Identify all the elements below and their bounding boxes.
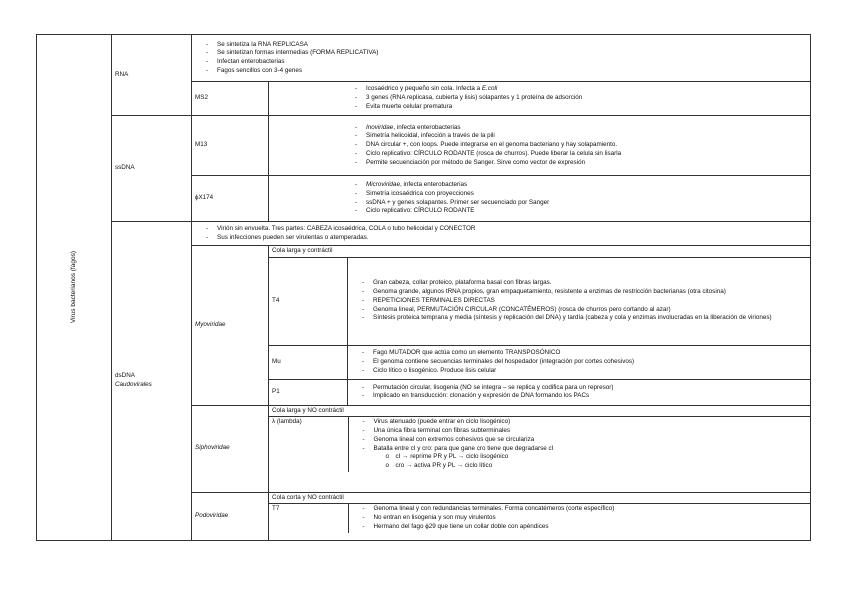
dsdna-general-cell xyxy=(192,222,811,246)
rna-general-cell xyxy=(192,35,811,82)
mu-cell xyxy=(348,345,811,379)
rna-general-list xyxy=(195,41,807,76)
podoviridae-tail: Cola corta y NO contráctil xyxy=(269,493,810,504)
myoviridae-label: Myoviridae xyxy=(192,246,269,406)
p1-cell xyxy=(348,379,811,405)
dsdna-general-list xyxy=(195,225,807,242)
podoviridae-subtable xyxy=(269,493,810,533)
list-item: o cro → activa PR y PL → ciclo lítico xyxy=(386,462,808,471)
list-item: - ssDNA + y genes solapantes. Primer ser secuenciado por Sanger xyxy=(352,199,807,208)
list-item: - Permutación circular, lisogenia (NO se integra – se replica y codifica para un represor) xyxy=(359,384,807,393)
t7-label: T7 xyxy=(269,504,348,533)
list-item: - Ciclo replicativo: CÍRCULO RODANTE (rosca de churros). Puede liberar la celula sin lisarla xyxy=(352,150,807,159)
ssdna-label: ssDNA xyxy=(112,116,192,222)
list-item: - Simetría icosaédrica con proyecciones xyxy=(352,190,807,199)
myoviridae-tail: Cola larga y contráctil xyxy=(269,246,811,258)
siphoviridae-subtable xyxy=(269,406,810,472)
list-item: - 3 genes (RNA replicasa, cubierta y lisis) solapantes y 1 proteína de adsorción xyxy=(352,94,807,103)
list-item: - Se sintetiza la RNA REPLICASA xyxy=(203,41,807,50)
t4-list xyxy=(351,279,807,323)
list-item: - Genoma lineal, PERMUTACIÓN CIRCULAR (CONCATÉMEROS) (rosca de churros pero cortando al azar) xyxy=(359,306,807,315)
list-item: - Batalla entre cI y cro: para que gane cro tiene que degradarse cI xyxy=(360,445,808,454)
list-item: - Síntesis proteica temprana y media (síntesis y replicación del DNA) y tardía (cabeza y cola y enzimas involucradas en la liberación de viriones) xyxy=(359,314,807,323)
list-item: - Hermano del fago ɸ29 que tiene un collar doble con apéndices xyxy=(360,523,808,532)
list-item: - Fago MUTADOR que actúa como un elemento TRANSPOSÓNICO xyxy=(359,349,807,358)
ms2-label: MS2 xyxy=(192,82,269,116)
phix174-label: ɸX174 xyxy=(192,176,269,222)
p1-list xyxy=(351,384,807,401)
list-item: - Implicado en transducción: clonación y expresión de DNA formando los PACs xyxy=(359,392,807,401)
siphoviridae-tail: Cola larga y NO contráctil xyxy=(269,406,810,417)
phage-table xyxy=(36,34,811,541)
podoviridae-cell xyxy=(269,492,811,540)
root-label-cell xyxy=(37,35,112,541)
list-item: - Gran cabeza, collar proteico, plataforma basal con fibras largas. xyxy=(359,279,807,288)
t7-cell xyxy=(348,504,810,533)
dsdna-order: Caudovirales xyxy=(115,380,152,388)
list-item: - Permite secuenciación por método de Sanger. Sirve como vector de expresión xyxy=(352,159,807,168)
podoviridae-label: Podoviridae xyxy=(192,492,269,540)
m13-list xyxy=(272,124,807,168)
m13-label: M13 xyxy=(192,116,269,176)
ms2-list xyxy=(272,85,807,111)
list-item: - Una única fibra terminal con fibras subterminales xyxy=(360,427,808,436)
list-item: - Genoma grande, algunos tRNA propios, gran empaquetamiento, resistente a enzimas de restricción bacterianas (otra citosina) xyxy=(359,288,807,297)
list-item: - No entran en lisogenia y son muy virulentos xyxy=(360,514,808,523)
list-item: - REPETICIONES TERMINALES DIRECTAS xyxy=(359,297,807,306)
phix174-cell xyxy=(269,176,811,222)
list-item: - El genoma contiene secuencias terminales del hospedador (integración por cortes cohesivos) xyxy=(359,358,807,367)
root-label: Virus bacterianos (fagos) xyxy=(69,251,77,324)
list-item: - Ciclo replicativo: CÍRCULO RODANTE xyxy=(352,207,807,216)
dsdna-label: dsDNA xyxy=(115,372,135,380)
list-item: - Virus atenuado (puede entrar en ciclo lisogénico) xyxy=(360,418,808,427)
rna-label: RNA xyxy=(112,35,192,116)
siphoviridae-label: Siphoviridae xyxy=(192,405,269,492)
ms2-cell xyxy=(269,82,811,116)
lambda-label: λ (lambda) xyxy=(269,417,348,472)
dsdna-label-cell xyxy=(112,222,192,541)
list-item: - Infectan enterobacterias xyxy=(203,58,807,67)
list-item: - Virión sin envuelta. Tres partes: CABEZA icosaédrica, COLA o tubo helicoidal y CONECTOR xyxy=(203,225,807,234)
t7-list xyxy=(352,505,808,531)
list-item: - Fagos sencillos con 3-4 genes xyxy=(203,67,807,76)
t4-label: T4 xyxy=(269,257,348,345)
list-item: - Sus infecciones pueden ser virulentas o atemperadas. xyxy=(203,234,807,243)
mu-label: Mu xyxy=(269,345,348,379)
list-item: o cI → reprime PR y PL → ciclo lisogénico xyxy=(386,453,808,462)
list-item: - Inoviridae, infecta enterobacterias xyxy=(352,124,807,133)
siphoviridae-cell xyxy=(269,405,811,492)
list-item: - DNA circular +, con loops. Puede integrarse en el genoma bacteriano y hay solapamiento. xyxy=(352,141,807,150)
list-item: - Icosaédrico y pequeño sin cola. Infecta a E.coli xyxy=(352,85,807,94)
lambda-list xyxy=(352,418,808,453)
list-item: - Microviridae, infecta enterobacterias xyxy=(352,181,807,190)
list-item: - Simetría helicoidal, infección a través de la pili xyxy=(352,132,807,141)
t4-cell xyxy=(348,257,811,345)
list-item: - Se sintetizan formas intermedias (FORMA REPLICATIVA) xyxy=(203,49,807,58)
phix174-list xyxy=(272,181,807,216)
list-item: - Ciclo lítico o lisogénico. Produce lisis celular xyxy=(359,367,807,376)
list-item: - Genoma lineal y con redundancias terminales. Forma concatémeros (corte específico) xyxy=(360,505,808,514)
p1-label: P1 xyxy=(269,379,348,405)
list-item: - Evita muerte celular prematura xyxy=(352,103,807,112)
m13-cell xyxy=(269,116,811,176)
mu-list xyxy=(351,349,807,375)
lambda-cell xyxy=(348,417,810,472)
lambda-sublist xyxy=(352,453,808,470)
list-item: - Genoma lineal con extremos cohesivos que se circulariza xyxy=(360,436,808,445)
